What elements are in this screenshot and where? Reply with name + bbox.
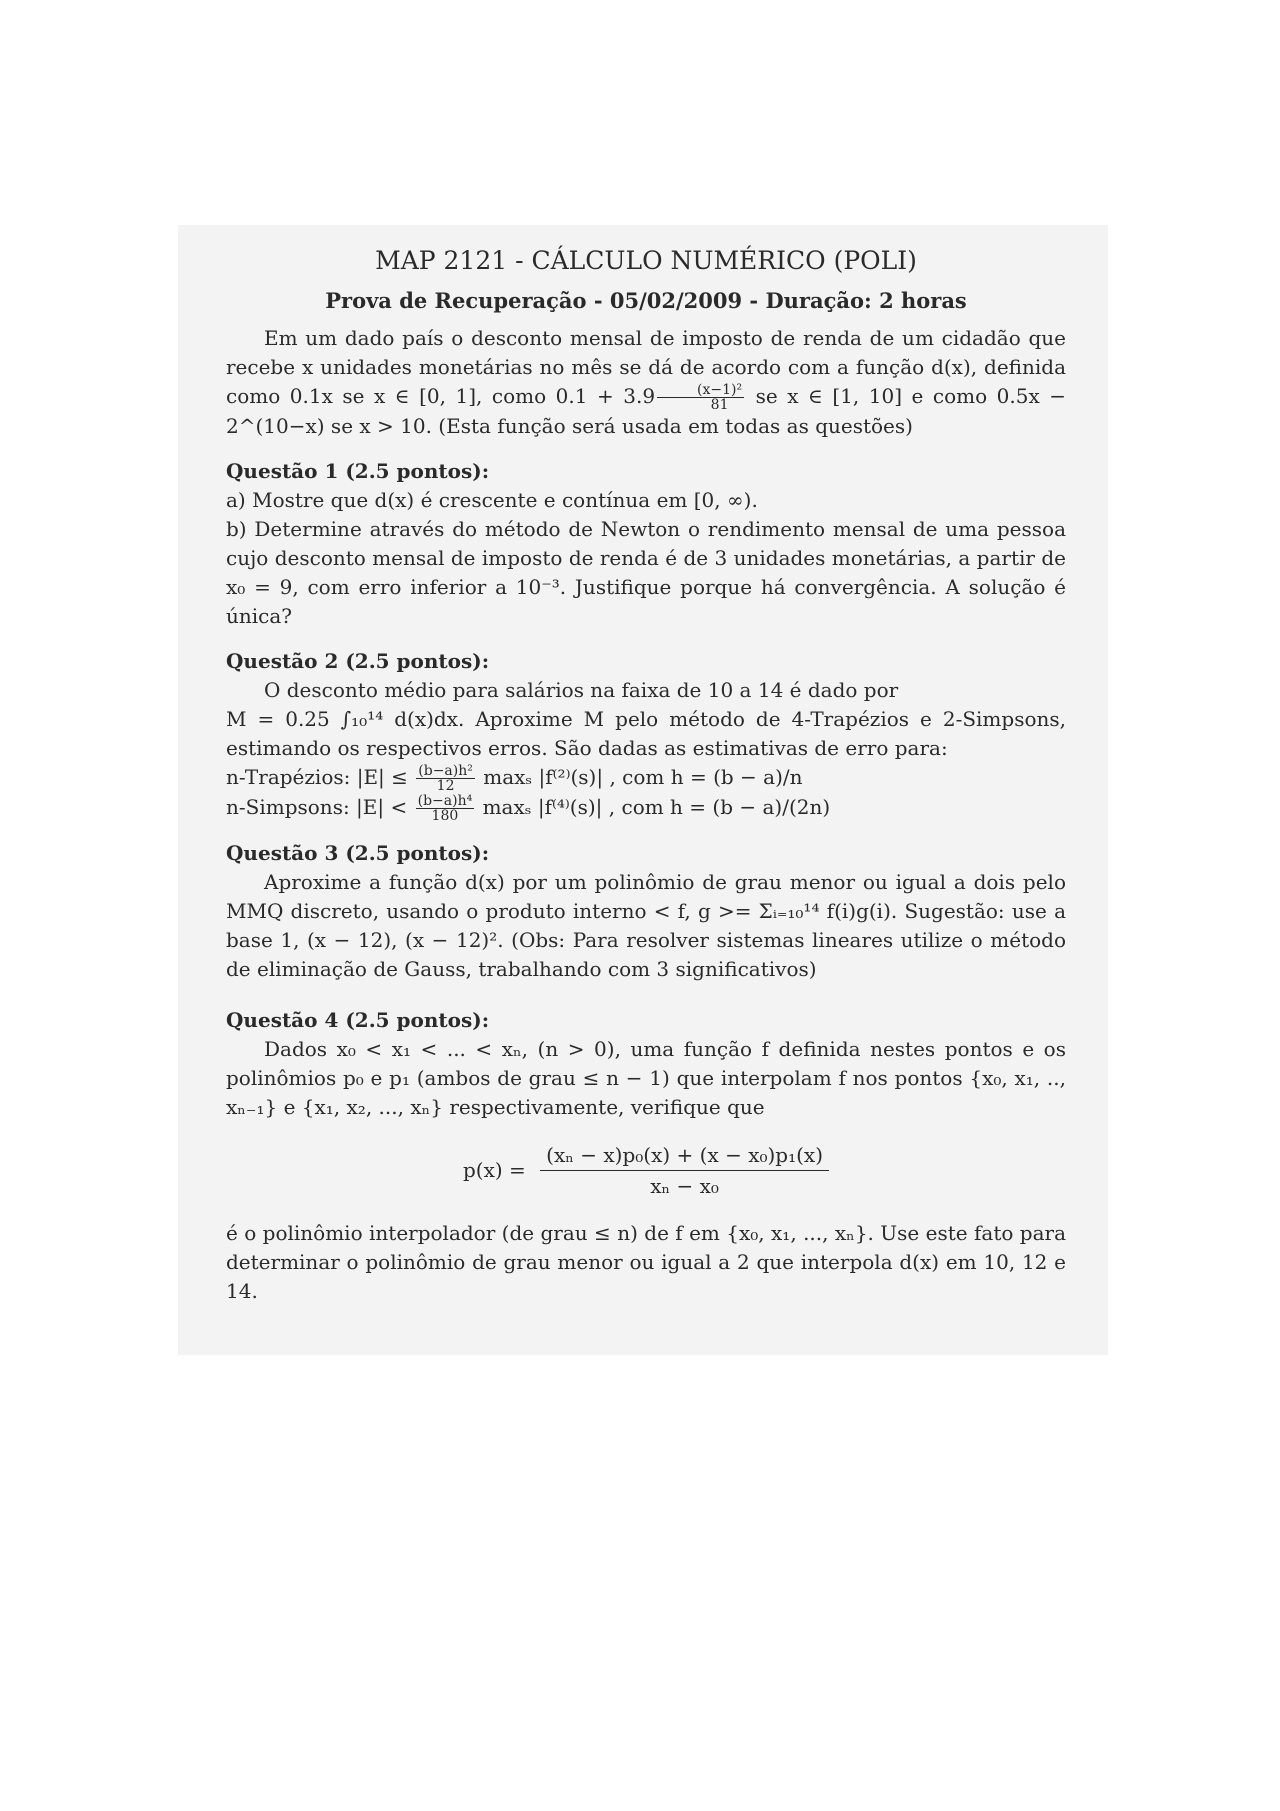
intro-fraction <box>657 383 744 412</box>
intro-text-end: se x ∈ [1, 10] e como 0.5x − 2^(10−x) se x > 10. (Esta função será usada em todas as questões) <box>226 384 1066 438</box>
simp-label: n-Simpsons: |E| < <box>226 795 408 819</box>
q2-heading: Questão 2 (2.5 pontos): <box>226 649 490 673</box>
q4-eq-num: (xₙ − x)p₀(x) + (x − x₀)p₁(x) <box>540 1142 829 1171</box>
simp-frac-den: 180 <box>431 808 459 824</box>
q4-eq-fraction <box>540 1142 829 1199</box>
q1-part-b: b) Determine através do método de Newton o rendimento mensal de uma pessoa cujo desconto mensal de imposto de renda é de 3 unidades monetárias, a partir de x₀ = 9, com erro inferior a 10⁻³. Justifique porque há convergência. A solução é única? <box>226 517 1066 628</box>
q4-after: é o polinômio interpolador (de grau ≤ n) de f em {x₀, x₁, ..., xₙ}. Use este fato para determinar o polinômio de grau menor ou igual a 2 que interpola d(x) em 10, 12 e 14. <box>226 1221 1066 1303</box>
q3-text: Aproxime a função d(x) por um polinômio de grau menor ou igual a dois pelo MMQ discreto, usando o produto interno < f, g >= Σᵢ₌₁₀¹⁴ f(i)g(i). Sugestão: use a base 1, (x − 12), (x − 12)². (Obs: Para resolver sistemas lineares utilize o método de eliminação de Gauss, trabalhando com 3 significativos) <box>226 870 1066 981</box>
q1-heading: Questão 1 (2.5 pontos): <box>226 459 490 483</box>
simp-rest: maxₛ |f⁽⁴⁾(s)| , com h = (b − a)/(2n) <box>482 795 831 819</box>
exam-title: MAP 2121 - CÁLCULO NUMÉRICO (POLI) <box>375 246 917 275</box>
q2-simpson-error <box>226 793 1066 823</box>
trap-label: n-Trapézios: |E| ≤ <box>226 765 408 789</box>
q4-eq-den: xₙ − x₀ <box>650 1174 719 1198</box>
intro-paragraph <box>226 324 1066 441</box>
intro-frac-num: (x−1)² <box>657 383 744 398</box>
q3-heading: Questão 3 (2.5 pontos): <box>226 841 490 865</box>
simp-fraction <box>416 794 475 823</box>
trap-fraction <box>416 764 475 793</box>
q2-trapezio-error <box>226 763 1066 793</box>
trap-rest: maxₛ |f⁽²⁾(s)| , com h = (b − a)/n <box>483 765 803 789</box>
exam-subtitle: Prova de Recuperação - 05/02/2009 - Duração: 2 horas <box>325 288 967 313</box>
intro-frac-den: 81 <box>710 397 729 413</box>
q4-heading: Questão 4 (2.5 pontos): <box>226 1008 490 1032</box>
intro-text-start: Em um dado país o desconto mensal de imposto de renda de um cidadão que recebe x unidades monetárias no mês se dá de acordo com a função d(x), definida como 0.1x se x ∈ [0, 1], como 0.1 + 3.9 <box>226 326 1066 408</box>
q2-line1: O desconto médio para salários na faixa de 10 a 14 é dado por <box>264 678 899 702</box>
q2-line2: M = 0.25 ∫₁₀¹⁴ d(x)dx. Aproxime M pelo método de 4-Trapézios e 2-Simpsons, estimando os respectivos erros. São dadas as estimativas de erro para: <box>226 707 1066 760</box>
q4-text: Dados x₀ < x₁ < ... < xₙ, (n > 0), uma função f definida nestes pontos e os polinômios p₀ e p₁ (ambos de grau ≤ n − 1) que interpolam f nos pontos {x₀, x₁, .., xₙ₋₁} e {x₁, x₂, ..., xₙ} respectivamente, verifique que <box>226 1037 1066 1119</box>
trap-frac-den: 12 <box>436 778 455 794</box>
trap-frac-num: (b−a)h² <box>418 763 473 779</box>
q4-equation <box>226 1142 1066 1199</box>
exam-page <box>226 238 1066 1306</box>
simp-frac-num: (b−a)h⁴ <box>417 793 473 809</box>
q4-eq-lhs: p(x) = <box>463 1158 526 1182</box>
q1-part-a: a) Mostre que d(x) é crescente e contínua em [0, ∞). <box>226 488 758 512</box>
